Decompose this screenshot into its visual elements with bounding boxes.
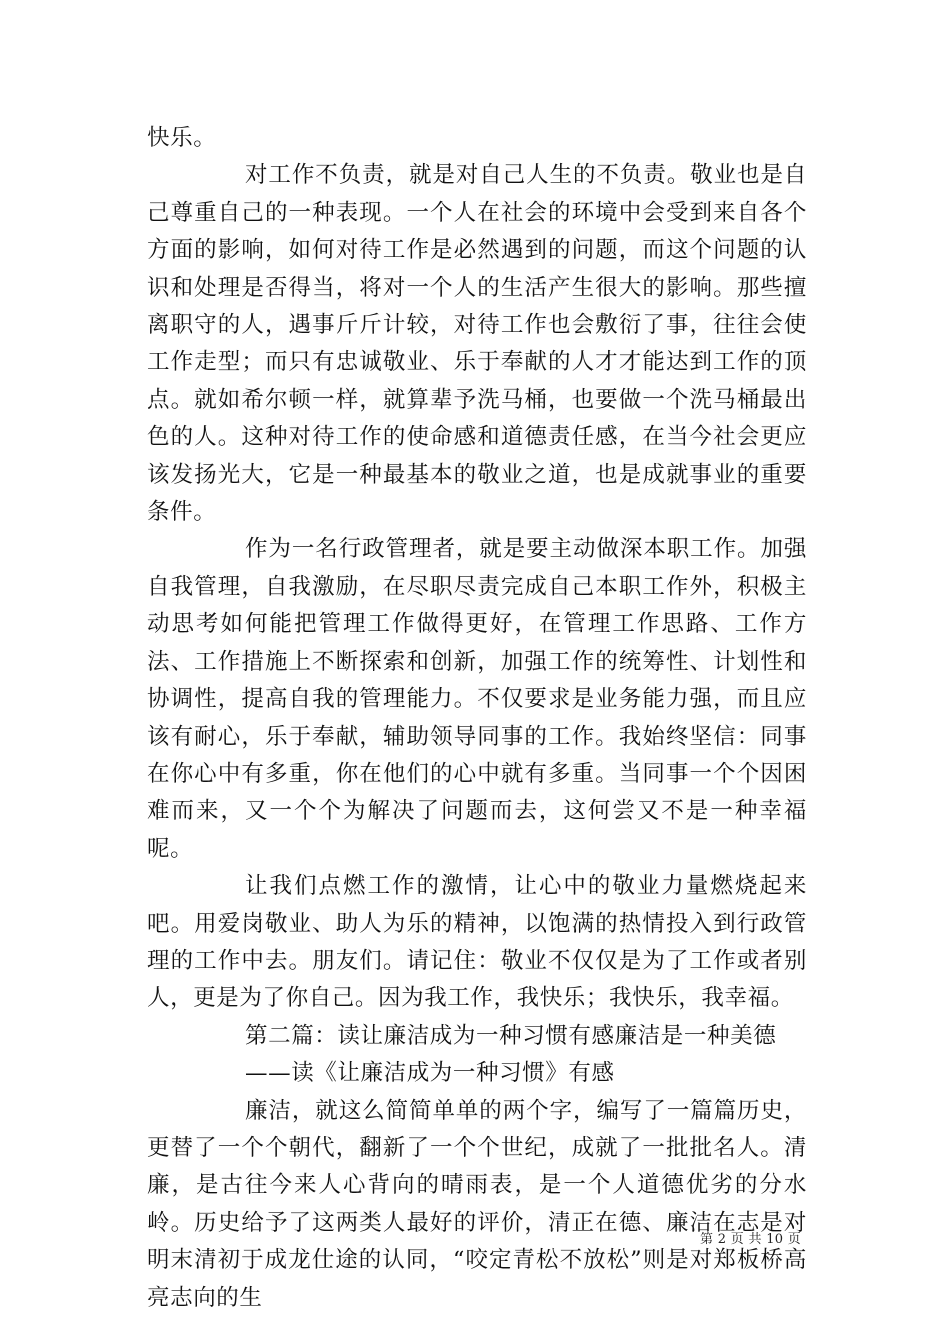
paragraph-continuation: 快乐。 [147, 125, 217, 151]
page-number-footer: 第 2 页 共 10 页 [700, 1232, 802, 1247]
paragraph-integrity: 廉洁，就这么简简单单的两个字，编写了一篇篇历史，更替了一个个朝代，翻新了一个个世纪，成就了一批批名人。清廉，是古往今来人心背向的晴雨表，是一个人道德优劣的分水岭。历史给予了这两类人最好的评价，清正在德、廉洁在志是对明末清初于成龙仕途的认同，“咬定青松不放松”则是对郑板桥高亮志向的生 [147, 1097, 807, 1311]
paragraph-responsibility: 对工作不负责，就是对自己人生的不负责。敬业也是自己尊重自己的一种表现。一个人在社会的环境中会受到来自各个方面的影响，如何对待工作是必然遇到的问题，而这个问题的认识和处理是否得当，将对一个人的生活产生很大的影响。那些擅离职守的人，遇事斤斤计较，对待工作也会敷衍了事，往往会使工作走型；而只有忠诚敬业、乐于奉献的人才才能达到工作的顶点。就如希尔顿一样，就算辈予洗马桶，也要做一个洗马桶最出色的人。这种对待工作的使命感和道德责任感，在当今社会更应该发扬光大，它是一种最基本的敬业之道，也是成就事业的重要条件。 [147, 162, 807, 526]
paragraph-passion: 让我们点燃工作的激情，让心中的敬业力量燃烧起来吧。用爱岗敬业、助人为乐的精神，以饱满的热情投入到行政管理的工作中去。朋友们。请记住：敬业不仅仅是为了工作或者别人，更是为了你自己。因为我工作，我快乐；我快乐，我幸福。 [147, 873, 807, 1012]
document-body [147, 120, 807, 1317]
paragraph-administration: 作为一名行政管理者，就是要主动做深本职工作。加强自我管理，自我激励，在尽职尽责完成自己本职工作外，积极主动思考如何能把管理工作做得更好，在管理工作思路、工作方法、工作措施上不断探索和创新，加强工作的统筹性、计划性和协调性，提高自我的管理能力。不仅要求是业务能力强，而且应该有耐心，乐于奉献，辅助领导同事的工作。我始终坚信：同事在你心中有多重，你在他们的心中就有多重。当同事一个个因困难而来，又一个个为解决了问题而去，这何尝又不是一种幸福呢。 [147, 536, 807, 862]
section-title: 第二篇：读让廉洁成为一种习惯有感廉洁是一种美德 [245, 1022, 777, 1049]
section-subtitle: ——读《让廉洁成为一种习惯》有感 [245, 1060, 615, 1087]
